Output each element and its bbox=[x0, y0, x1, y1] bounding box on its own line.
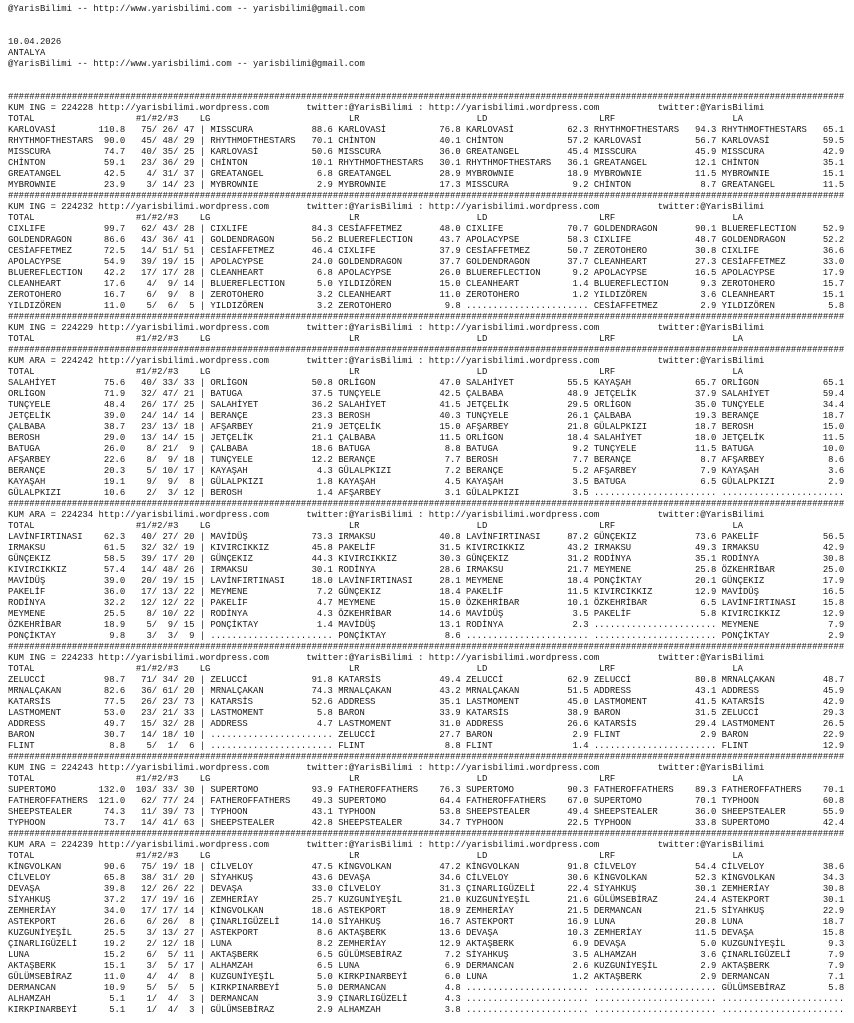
section-title: KUM ING = 224228 http://yarisbilimi.wordpress.com twitter:@YarisBilimi : http://yarisbilimi.wordpress.com twitter:@YarisBilimi bbox=[8, 103, 765, 113]
data-row: CESİAFFETMEZ 72.5 14/ 51/ 51 | CESİAFFETMEZ 46.4 CIXLIFE 37.9 CESİAFFETMEZ 50.7 ZEROTOHERO 30.8 CIXLIFE 36.6 bbox=[8, 246, 845, 256]
blank-line bbox=[8, 26, 854, 37]
report-sections bbox=[8, 92, 854, 1016]
data-row: RHYTHMOFTHESTARS 90.0 45/ 48/ 29 | RHYTHMOFTHESTARS 70.1 CHİNTON 40.1 CHİNTON 57.2 KARLOVASİ 56.7 KARLOVASİ 59.5 bbox=[8, 136, 845, 146]
section-column-headers: TOTAL #1/#2/#3 LG LR LD LRF LA bbox=[8, 114, 743, 124]
contact-line: @YarisBilimi -- http://www.yarisbilimi.com -- yarisbilimi@gmail.com bbox=[8, 4, 365, 14]
section-separator: ############################################################################################################################################################# bbox=[8, 499, 845, 509]
data-row: KIRKPINARBEYİ 5.1 1/ 4/ 3 | GÜLÜMSEBİRAZ 2.9 ALHAMZAH 3.8 ....................... ....................... ....................... bbox=[8, 1005, 845, 1015]
data-row: DERMANCAN 10.9 5/ 5/ 5 | KIRKPINARBEYİ 5.0 DERMANCAN 4.8 ....................... ....................... GÜLÜMSEBİRAZ 5.8 bbox=[8, 983, 845, 993]
data-row: FATHEROFFATHERS 121.0 62/ 77/ 24 | FATHEROFFATHERS 49.3 SUPERTOMO 64.4 FATHEROFFATHERS 67.0 SUPERTOMO 70.1 TYPHOON 60.8 bbox=[8, 796, 845, 806]
data-row: GREATANGEL 42.5 4/ 31/ 37 | GREATANGEL 6.8 GREATANGEL 28.9 MYBROWNIE 18.9 MYBROWNIE 11.5 MYBROWNIE 15.1 bbox=[8, 169, 845, 179]
data-row: ZELUCCİ 98.7 71/ 34/ 20 | ZELUCCİ 91.8 KATARSİS 49.4 ZELUCCİ 62.9 ZELUCCİ 80.8 MRNALÇAKAN 48.7 bbox=[8, 675, 845, 685]
data-row: BLUEREFLECTION 42.2 17/ 17/ 28 | CLEANHEART 6.8 APOLACYPSE 26.0 BLUEREFLECTION 9.2 APOLACYPSE 16.5 APOLACYPSE 17.9 bbox=[8, 268, 845, 278]
data-row: ZEROTOHERO 16.7 6/ 9/ 8 | ZEROTOHERO 3.2 CLEANHEART 11.0 ZEROTOHERO 1.2 YILDIZÖREN 3.6 CLEANHEART 15.1 bbox=[8, 290, 845, 300]
data-row: PONÇİKTAY 9.8 3/ 3/ 9 | ....................... PONÇİKTAY 8.6 ....................... ....................... PONÇİKTAY 2.9 bbox=[8, 631, 845, 641]
section-separator: ############################################################################################################################################################# bbox=[8, 191, 845, 201]
data-row: KIVIRCIKKIZ 57.4 14/ 48/ 26 | IRMAKSU 30.1 RODİNYA 28.6 IRMAKSU 21.7 MEYMENE 25.8 ÖZKEHRİBAR 25.0 bbox=[8, 565, 845, 575]
data-row: CİLVELOY 65.8 38/ 31/ 20 | SİYAHKUŞ 43.6 DEVAŞA 34.6 CİLVELOY 30.6 KİNGVOLKAN 52.3 KİNGVOLKAN 34.3 bbox=[8, 873, 845, 883]
section-column-headers: TOTAL #1/#2/#3 LG LR LD LRF LA bbox=[8, 213, 743, 223]
data-row: JETÇELİK 39.0 24/ 14/ 14 | BERANÇE 23.3 BEROSH 40.3 TUNÇYELE 26.1 ÇALBABA 19.3 BERANÇE 18.7 bbox=[8, 411, 845, 421]
blank-line bbox=[8, 70, 854, 81]
data-row: GOLDENDRAGON 86.6 43/ 36/ 41 | GOLDENDRAGON 56.2 BLUEREFLECTION 43.7 APOLACYPSE 58.3 CIXLIFE 48.7 GOLDENDRAGON 52.2 bbox=[8, 235, 845, 245]
section-separator: ############################################################################################################################################################# bbox=[8, 642, 845, 652]
section-title: KUM ARA = 224239 http://yarisbilimi.wordpress.com twitter:@YarisBilimi : http://yarisbilimi.wordpress.com twitter:@YarisBilimi bbox=[8, 840, 765, 850]
section-title: KUM ING = 224233 http://yarisbilimi.wordpress.com twitter:@YarisBilimi : http://yarisbilimi.wordpress.com twitter:@YarisBilimi bbox=[8, 653, 765, 663]
contact-line-2: @YarisBilimi -- http://www.yarisbilimi.com -- yarisbilimi@gmail.com bbox=[8, 59, 365, 69]
data-row: ÇINARLIGÜZELİ 19.2 2/ 12/ 18 | LUNA 8.2 ZEMHERİAY 12.9 AKTAŞBERK 6.9 DEVAŞA 5.0 KUZGUNİYEŞİL 9.3 bbox=[8, 939, 845, 949]
data-row: ZEMHERİAY 34.0 17/ 17/ 14 | KİNGVOLKAN 18.6 ASTEKPORT 18.9 ZEMHERİAY 21.5 DERMANCAN 21.5 SİYAHKUŞ 22.9 bbox=[8, 906, 845, 916]
data-row: ADDRESS 49.7 15/ 32/ 28 | ADDRESS 4.7 LASTMOMENT 31.0 ADDRESS 26.6 KATARSİS 29.4 LASTMOMENT 26.5 bbox=[8, 719, 845, 729]
data-row: CIXLIFE 99.7 62/ 43/ 28 | CIXLIFE 84.3 CESİAFFETMEZ 48.0 CIXLIFE 70.7 GOLDENDRAGON 90.1 BLUEREFLECTION 52.9 bbox=[8, 224, 845, 234]
section-column-headers: TOTAL #1/#2/#3 LG LR LD LRF LA bbox=[8, 664, 743, 674]
data-row: GÜNÇEKIZ 58.5 39/ 17/ 20 | GÜNÇEKIZ 44.3 KIVIRCIKKIZ 30.3 GÜNÇEKIZ 31.2 RODİNYA 35.1 RODİNYA 30.8 bbox=[8, 554, 845, 564]
data-row: LAVİNFIRTINASI 62.3 40/ 27/ 20 | MAVİDÜŞ 73.3 IRMAKSU 40.8 LAVİNFIRTINASI 87.2 GÜNÇEKIZ 73.6 PAKELİF 56.5 bbox=[8, 532, 845, 542]
data-row: PAKELİF 36.0 17/ 13/ 22 | MEYMENE 7.2 GÜNÇEKIZ 18.4 PAKELİF 11.5 KIVIRCIKKIZ 12.9 MAVİDÜŞ 16.5 bbox=[8, 587, 845, 597]
data-row: SALAHİYET 75.6 40/ 33/ 33 | ORLİGON 50.8 ORLİGON 47.0 SALAHİYET 55.5 KAYAŞAH 65.7 ORLİGON 65.1 bbox=[8, 378, 845, 388]
blank-line bbox=[8, 81, 854, 92]
data-row: DEVAŞA 39.8 12/ 26/ 22 | DEVAŞA 33.0 CİLVELOY 31.3 ÇINARLIGÜZELİ 22.4 SİYAHKUŞ 30.1 ZEMHERİAY 30.8 bbox=[8, 884, 845, 894]
data-row: MRNALÇAKAN 82.6 36/ 61/ 20 | MRNALÇAKAN 74.3 MRNALÇAKAN 43.2 MRNALÇAKAN 51.5 ADDRESS 43.1 ADDRESS 45.9 bbox=[8, 686, 845, 696]
data-row: ALHAMZAH 5.1 1/ 4/ 3 | DERMANCAN 3.9 ÇINARLIGÜZELİ 4.3 ....................... ....................... ....................... bbox=[8, 994, 845, 1004]
blank-line bbox=[8, 15, 854, 26]
data-row: BATUGA 26.0 8/ 21/ 9 | ÇALBABA 18.6 BATUGA 8.8 BATUGA 9.2 TUNÇYELE 11.5 BATUGA 10.0 bbox=[8, 444, 845, 454]
data-row: FLINT 8.8 5/ 1/ 6 | ....................... FLINT 8.8 FLINT 1.4 ....................... FLINT 12.9 bbox=[8, 741, 845, 751]
data-row: LUNA 15.2 6/ 5/ 11 | AKTAŞBERK 6.5 GÜLÜMSEBİRAZ 7.2 SİYAHKUŞ 3.5 ALHAMZAH 3.6 ÇINARLIGÜZELİ 7.9 bbox=[8, 950, 845, 960]
data-row: LASTMOMENT 53.0 23/ 21/ 33 | LASTMOMENT 5.8 BARON 33.9 KATARSİS 38.9 BARON 31.5 ZELUCCİ 29.3 bbox=[8, 708, 845, 718]
data-row: TYPHOON 73.7 14/ 41/ 63 | SHEEPSTEALER 42.8 SHEEPSTEALER 34.7 TYPHOON 22.5 TYPHOON 33.8 SUPERTOMO 42.4 bbox=[8, 818, 845, 828]
city-line: ANTALYA bbox=[8, 48, 46, 58]
section-title: KUM ING = 224243 http://yarisbilimi.wordpress.com twitter:@YarisBilimi : http://yarisbilimi.wordpress.com twitter:@YarisBilimi bbox=[8, 763, 765, 773]
data-row: RODİNYA 32.2 12/ 12/ 22 | PAKELİF 4.7 MEYMENE 15.0 ÖZKEHRİBAR 10.1 ÖZKEHRİBAR 6.5 LAVİNFIRTINASI 15.8 bbox=[8, 598, 845, 608]
data-row: GÜLÜMSEBİRAZ 11.0 4/ 4/ 8 | KUZGUNİYEŞİL 5.0 KIRKPINARBEYİ 6.0 LUNA 1.2 AKTAŞBERK 2.9 DERMANCAN 7.1 bbox=[8, 972, 845, 982]
data-row: TUNÇYELE 48.4 26/ 17/ 25 | SALAHİYET 36.2 SALAHİYET 41.5 JETÇELİK 29.5 ORLİGON 35.0 TUNÇYELE 34.4 bbox=[8, 400, 845, 410]
section-column-headers: TOTAL #1/#2/#3 LG LR LD LRF LA bbox=[8, 367, 743, 377]
section-separator: ############################################################################################################################################################# bbox=[8, 92, 845, 102]
section-column-headers: TOTAL #1/#2/#3 LG LR LD LRF LA bbox=[8, 334, 743, 344]
data-row: YILDIZÖREN 11.0 5/ 6/ 5 | YILDIZÖREN 3.2 ZEROTOHERO 9.8 ....................... CESİAFFETMEZ 2.9 YILDIZÖREN 5.8 bbox=[8, 301, 845, 311]
data-row: SİYAHKUŞ 37.2 17/ 19/ 16 | ZEMHERİAY 25.7 KUZGUNİYEŞİL 21.0 KUZGUNİYEŞİL 21.6 GÜLÜMSEBİRAZ 24.4 ASTEKPORT 30.1 bbox=[8, 895, 845, 905]
data-row: KARLOVASİ 110.8 75/ 26/ 47 | MISSCURA 88.6 KARLOVASİ 76.8 KARLOVASİ 62.3 RHYTHMOFTHESTARS 94.3 RHYTHMOFTHESTARS 65.1 bbox=[8, 125, 845, 135]
data-row: AKTAŞBERK 15.1 3/ 5/ 17 | ALHAMZAH 6.5 LUNA 6.9 DERMANCAN 2.6 KUZGUNİYEŞİL 2.9 AKTAŞBERK 7.9 bbox=[8, 961, 845, 971]
section-separator: ############################################################################################################################################################# bbox=[8, 345, 845, 355]
data-row: ÖZKEHRİBAR 18.9 5/ 9/ 15 | PONÇİKTAY 1.4 MAVİDÜŞ 13.1 RODİNYA 2.3 ....................... MEYMENE 7.9 bbox=[8, 620, 845, 630]
data-row: MEYMENE 25.5 8/ 10/ 22 | RODİNYA 4.3 ÖZKEHRİBAR 14.6 MAVİDÜŞ 3.5 PAKELİF 5.8 KIVIRCIKKIZ 12.9 bbox=[8, 609, 845, 619]
data-row: CLEANHEART 17.6 4/ 9/ 14 | BLUEREFLECTION 5.0 YILDIZÖREN 15.0 CLEANHEART 1.4 BLUEREFLECTION 9.3 ZEROTOHERO 15.7 bbox=[8, 279, 845, 289]
data-row: GÜLALPKIZI 10.6 2/ 3/ 12 | BEROSH 1.4 AFŞARBEY 3.1 GÜLALPKIZI 3.5 ....................... ....................... bbox=[8, 488, 845, 498]
data-row: ÇALBABA 38.7 23/ 13/ 18 | AFŞARBEY 21.9 JETÇELİK 15.0 AFŞARBEY 21.8 GÜLALPKIZI 18.7 BEROSH 15.0 bbox=[8, 422, 845, 432]
section-title: KUM ING = 224229 http://yarisbilimi.wordpress.com twitter:@YarisBilimi : http://yarisbilimi.wordpress.com twitter:@YarisBilimi bbox=[8, 323, 765, 333]
data-row: KİNGVOLKAN 90.6 75/ 19/ 18 | CİLVELOY 47.5 KİNGVOLKAN 47.2 KİNGVOLKAN 91.8 CİLVELOY 54.4 CİLVELOY 38.6 bbox=[8, 862, 845, 872]
data-row: MYBROWNIE 23.9 3/ 14/ 23 | MYBROWNIE 2.9 MYBROWNIE 17.3 MISSCURA 9.2 CHİNTON 8.7 GREATANGEL 11.5 bbox=[8, 180, 845, 190]
data-row: APOLACYPSE 54.9 39/ 19/ 15 | APOLACYPSE 24.0 GOLDENDRAGON 37.7 GOLDENDRAGON 37.7 CLEANHEART 27.3 CESİAFFETMEZ 33.0 bbox=[8, 257, 845, 267]
data-row: ORLİGON 71.9 32/ 47/ 21 | BATUGA 37.5 TUNÇYELE 42.5 ÇALBABA 48.9 JETÇELİK 37.9 SALAHİYET 59.4 bbox=[8, 389, 845, 399]
section-separator: ############################################################################################################################################################# bbox=[8, 829, 845, 839]
data-row: BEROSH 29.0 13/ 14/ 15 | JETÇELİK 21.1 ÇALBABA 11.5 ORLİGON 18.4 SALAHİYET 18.0 JETÇELİK 11.5 bbox=[8, 433, 845, 443]
section-title: KUM ARA = 224234 http://yarisbilimi.wordpress.com twitter:@YarisBilimi : http://yarisbilimi.wordpress.com twitter:@YarisBilimi bbox=[8, 510, 765, 520]
section-separator: ############################################################################################################################################################# bbox=[8, 312, 845, 322]
section-column-headers: TOTAL #1/#2/#3 LG LR LD LRF LA bbox=[8, 774, 743, 784]
data-row: ASTEKPORT 26.6 6/ 26/ 8 | ÇINARLIGÜZELİ 14.0 SİYAHKUŞ 16.7 ASTEKPORT 16.9 LUNA 20.8 LUNA 18.7 bbox=[8, 917, 845, 927]
data-row: MISSCURA 74.7 40/ 35/ 25 | KARLOVASİ 50.6 MISSCURA 36.0 GREATANGEL 45.4 MISSCURA 45.9 MISSCURA 42.9 bbox=[8, 147, 845, 157]
section-title: KUM ING = 224232 http://yarisbilimi.wordpress.com twitter:@YarisBilimi : http://yarisbilimi.wordpress.com twitter:@YarisBilimi bbox=[8, 202, 765, 212]
data-row: BARON 30.7 14/ 18/ 10 | ....................... ZELUCCİ 27.7 BARON 2.9 FLINT 2.9 BARON 22.9 bbox=[8, 730, 845, 740]
data-row: KAYAŞAH 19.1 9/ 9/ 8 | GÜLALPKIZI 1.8 KAYAŞAH 4.5 KAYAŞAH 3.5 BATUGA 6.5 GÜLALPKIZI 2.9 bbox=[8, 477, 845, 487]
date-line: 10.04.2026 bbox=[8, 37, 62, 47]
data-row: KATARSİS 77.5 26/ 23/ 73 | KATARSİS 52.6 ADDRESS 35.1 LASTMOMENT 45.0 LASTMOMENT 41.5 KATARSİS 42.9 bbox=[8, 697, 845, 707]
section-separator: ############################################################################################################################################################# bbox=[8, 752, 845, 762]
data-row: SUPERTOMO 132.0 103/ 33/ 30 | SUPERTOMO 93.9 FATHEROFFATHERS 76.3 SUPERTOMO 90.3 FATHEROFFATHERS 89.3 FATHEROFFATHERS 70.1 bbox=[8, 785, 845, 795]
data-row: MAVİDÜŞ 39.0 20/ 19/ 15 | LAVİNFIRTINASI 18.0 LAVİNFIRTINASI 28.1 MEYMENE 18.4 PONÇİKTAY 20.1 GÜNÇEKIZ 17.9 bbox=[8, 576, 845, 586]
section-column-headers: TOTAL #1/#2/#3 LG LR LD LRF LA bbox=[8, 521, 743, 531]
section-title: KUM ARA = 224242 http://yarisbilimi.wordpress.com twitter:@YarisBilimi : http://yarisbilimi.wordpress.com twitter:@YarisBilimi bbox=[8, 356, 765, 366]
section-column-headers: TOTAL #1/#2/#3 LG LR LD LRF LA bbox=[8, 851, 743, 861]
data-row: CHİNTON 59.1 23/ 36/ 29 | CHİNTON 10.1 RHYTHMOFTHESTARS 30.1 RHYTHMOFTHESTARS 36.1 GREATANGEL 12.1 CHİNTON 35.1 bbox=[8, 158, 845, 168]
data-row: SHEEPSTEALER 74.3 11/ 39/ 73 | TYPHOON 43.1 TYPHOON 53.8 SHEEPSTEALER 49.4 SHEEPSTEALER 36.0 SHEEPSTEALER 55.9 bbox=[8, 807, 845, 817]
data-row: KUZGUNİYEŞİL 25.5 3/ 13/ 27 | ASTEKPORT 8.6 AKTAŞBERK 13.6 DEVAŞA 10.3 ZEMHERİAY 11.5 DEVAŞA 15.8 bbox=[8, 928, 845, 938]
data-row: AFŞARBEY 22.6 8/ 9/ 18 | TUNÇYELE 12.2 BERANÇE 7.7 BEROSH 7.7 BERANÇE 8.7 AFŞARBEY 8.6 bbox=[8, 455, 845, 465]
data-row: BERANÇE 20.3 5/ 10/ 17 | KAYAŞAH 4.3 GÜLALPKIZI 7.2 BERANÇE 5.2 AFŞARBEY 7.9 KAYAŞAH 3.6 bbox=[8, 466, 845, 476]
data-row: IRMAKSU 61.5 32/ 32/ 19 | KIVIRCIKKIZ 45.8 PAKELİF 31.5 KIVIRCIKKIZ 43.2 IRMAKSU 49.3 IRMAKSU 42.9 bbox=[8, 543, 845, 553]
